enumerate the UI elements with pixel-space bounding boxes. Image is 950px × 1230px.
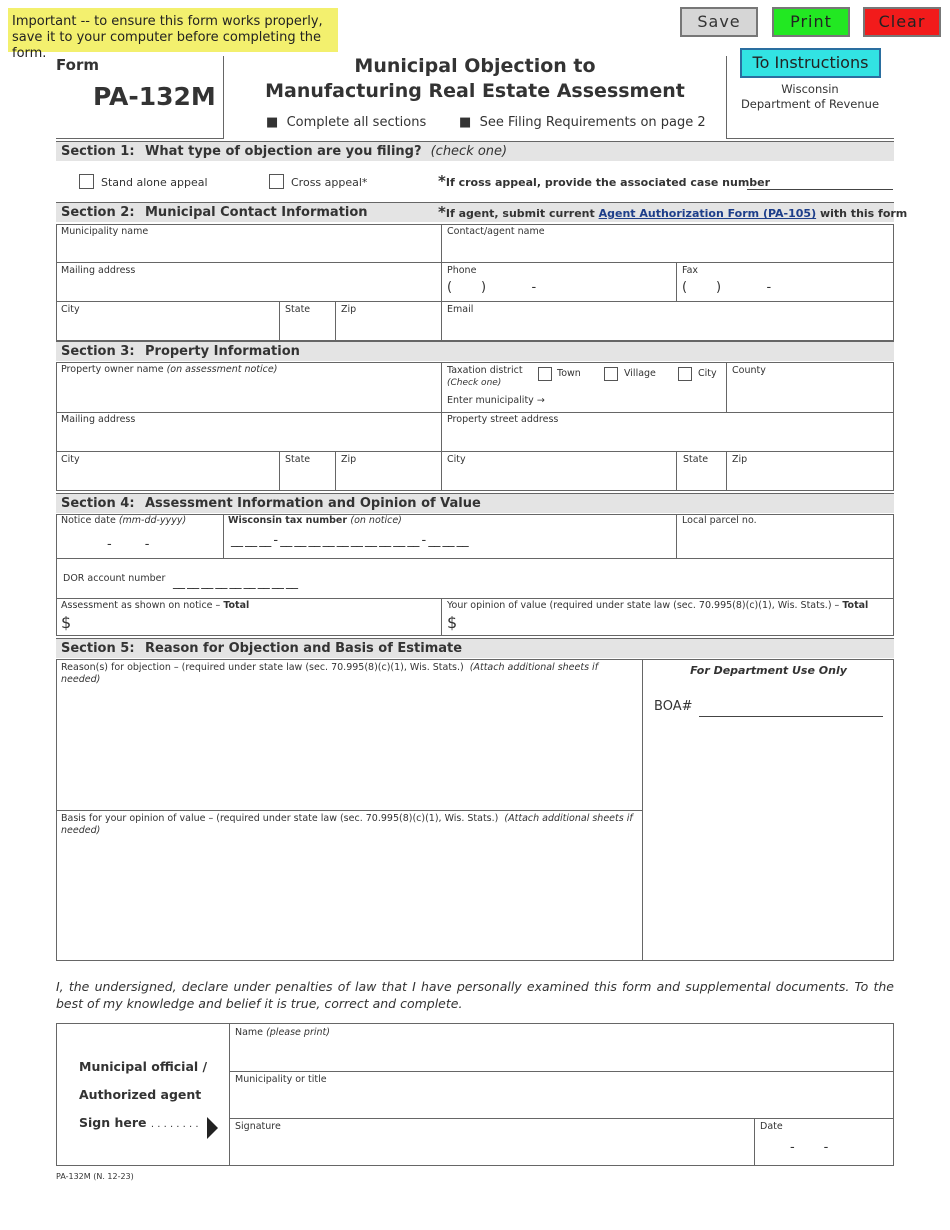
bullet-filing-text: See Filing Requirements on page 2 bbox=[479, 115, 706, 130]
bullet-complete-text: Complete all sections bbox=[286, 115, 427, 130]
county-divider bbox=[726, 362, 727, 412]
save-button[interactable]: Save bbox=[680, 7, 758, 37]
clear-button[interactable]: Clear bbox=[863, 7, 941, 37]
reasons-basis-divider bbox=[56, 810, 643, 811]
sign-here-text: Sign here bbox=[79, 1115, 147, 1130]
opinion-total-label bbox=[447, 600, 868, 612]
contact-name-field[interactable]: Contact/agent name bbox=[447, 226, 545, 237]
section-1-title: What type of objection are you filing? bbox=[145, 144, 422, 159]
owner-city-divider bbox=[279, 451, 280, 491]
section-1-note: (check one) bbox=[430, 144, 508, 159]
sign-here-label bbox=[79, 1115, 199, 1130]
phone-field[interactable]: Phone bbox=[447, 265, 477, 276]
header-divider-left bbox=[223, 56, 224, 138]
notice-date-format: (mm-dd-yyyy) bbox=[118, 515, 187, 526]
property-zip-field[interactable]: Zip bbox=[732, 454, 748, 465]
property-row-line-2 bbox=[56, 451, 894, 452]
signature-field[interactable]: Signature bbox=[235, 1121, 281, 1132]
notice-date-divider bbox=[223, 514, 224, 558]
owner-city-field[interactable]: City bbox=[61, 454, 80, 465]
boa-label: BOA# bbox=[654, 699, 693, 714]
opinion-total-field[interactable]: $ bbox=[447, 613, 458, 632]
bullet-filing: ■ See Filing Requirements on page 2 bbox=[459, 115, 706, 130]
reasons-field[interactable] bbox=[61, 662, 636, 686]
section-5-header bbox=[56, 638, 894, 658]
section-3-number: Section 3: bbox=[61, 344, 135, 359]
form-number: PA-132M bbox=[93, 82, 216, 111]
section-2-number: Section 2: bbox=[61, 205, 135, 220]
tax-number-label: Wisconsin tax number bbox=[228, 515, 348, 526]
agent-note: *If agent, submit current Agent Authorization Form (PA-105) with this form bbox=[438, 203, 908, 221]
section-5-title: Reason for Objection and Basis of Estimate bbox=[145, 641, 463, 656]
municipality-name-field[interactable]: Municipality name bbox=[61, 226, 149, 237]
header-underline-left bbox=[56, 138, 224, 139]
date-divider bbox=[754, 1118, 755, 1166]
town-checkbox[interactable] bbox=[538, 367, 552, 381]
owner-state-field[interactable]: State bbox=[285, 454, 311, 465]
owner-name-label: Property owner name bbox=[61, 364, 164, 375]
reasons-label: Reason(s) for objection – (required under state law (sec. 70.995(8)(c)(1), Wis. Stats.) bbox=[61, 662, 464, 673]
village-label: Village bbox=[624, 368, 656, 379]
form-label: Form bbox=[56, 56, 99, 74]
title-line-2: Manufacturing Real Estate Assessment bbox=[265, 80, 685, 102]
assessment-pre: Assessment as shown on notice – bbox=[61, 600, 221, 611]
parcel-number-field[interactable]: Local parcel no. bbox=[682, 515, 757, 526]
owner-zip-field[interactable]: Zip bbox=[341, 454, 357, 465]
enter-municipality-field[interactable]: Enter municipality → bbox=[447, 395, 545, 406]
dor-account-label: DOR account number bbox=[63, 573, 166, 584]
date-field[interactable]: Date bbox=[760, 1121, 783, 1132]
contact-row-line-2 bbox=[56, 301, 894, 302]
cross-appeal-note-text: If cross appeal, provide the associated case number bbox=[445, 176, 771, 189]
case-number-field[interactable] bbox=[747, 189, 893, 190]
property-row-line-1 bbox=[56, 412, 894, 413]
email-field[interactable]: Email bbox=[447, 304, 474, 315]
contact-phone-divider bbox=[676, 262, 677, 301]
notice-date-label: Notice date bbox=[61, 515, 116, 526]
name-field[interactable] bbox=[235, 1027, 330, 1039]
agent-note-post: with this form bbox=[819, 207, 908, 220]
title-line-1: Municipal Objection to bbox=[354, 55, 596, 77]
stand-alone-checkbox[interactable] bbox=[79, 174, 94, 189]
boa-field bbox=[699, 716, 883, 717]
dor-account-field[interactable]: __ __ __ __ __ __ __ __ __ bbox=[173, 575, 298, 590]
opinion-bold: Total bbox=[842, 600, 869, 611]
owner-name-note: (on assessment notice) bbox=[166, 364, 278, 375]
agency-dept: Department of Revenue bbox=[740, 97, 880, 111]
assessment-row-line-2 bbox=[56, 598, 894, 599]
stand-alone-label: Stand alone appeal bbox=[101, 176, 208, 189]
section-3-title: Property Information bbox=[145, 344, 300, 359]
agency-state: Wisconsin bbox=[781, 82, 839, 96]
basis-field[interactable] bbox=[61, 813, 636, 837]
cross-appeal-note: *If cross appeal, provide the associated case number bbox=[438, 172, 771, 190]
print-button[interactable]: Print bbox=[772, 7, 850, 37]
opinion-pre: Your opinion of value (required under state law (sec. 70.995(8)(c)(1), Wis. Stats.) – bbox=[447, 600, 840, 611]
municipality-title-field[interactable]: Municipality or title bbox=[235, 1074, 327, 1085]
name-note: (please print) bbox=[266, 1027, 330, 1038]
town-label: Town bbox=[557, 368, 581, 379]
section-5-number: Section 5: bbox=[61, 641, 135, 656]
contact-state-field[interactable]: State bbox=[285, 304, 311, 315]
declaration-text: I, the undersigned, declare under penalties of law that I have personally examined this form and supplemental documents. To the best of my knowledge and belief it is true, correct and complete. bbox=[56, 979, 894, 1011]
assessment-row-line-1 bbox=[56, 558, 894, 559]
property-street-address-field[interactable]: Property street address bbox=[447, 414, 559, 425]
assessment-total-label bbox=[61, 600, 249, 612]
section-3-header bbox=[56, 341, 894, 361]
save-notice: Important -- to ensure this form works properly, save it to your computer before completing the form. bbox=[8, 8, 338, 52]
section-4-header bbox=[56, 493, 894, 513]
fax-field[interactable]: Fax bbox=[682, 265, 699, 276]
header-underline-right bbox=[726, 138, 894, 139]
property-city-field[interactable]: City bbox=[447, 454, 466, 465]
tax-number-divider bbox=[676, 514, 677, 558]
owner-state-divider bbox=[335, 451, 336, 491]
basis-label: Basis for your opinion of value – (required under state law (sec. 70.995(8)(c)(1), Wis. Stats.) bbox=[61, 813, 499, 824]
bullet-complete: ■ Complete all sections bbox=[266, 115, 427, 130]
tax-number-field[interactable] bbox=[228, 515, 402, 527]
agent-label: Authorized agent bbox=[79, 1087, 202, 1102]
assessment-bold: Total bbox=[223, 600, 250, 611]
contact-state-divider bbox=[335, 301, 336, 341]
contact-city-field[interactable]: City bbox=[61, 304, 80, 315]
notice-date-field[interactable] bbox=[61, 515, 186, 527]
cross-appeal-checkbox[interactable] bbox=[269, 174, 284, 189]
taxation-district-label: Taxation district bbox=[447, 365, 523, 376]
section-2-title: Municipal Contact Information bbox=[145, 205, 368, 220]
contact-grid-divider bbox=[441, 224, 442, 341]
signature-row-line-2 bbox=[229, 1118, 894, 1119]
section-1-number: Section 1: bbox=[61, 144, 135, 159]
city-checkbox[interactable] bbox=[678, 367, 692, 381]
property-state-field[interactable]: State bbox=[683, 454, 709, 465]
header-divider-right bbox=[726, 56, 727, 138]
arrow-right-icon bbox=[207, 1117, 218, 1139]
county-field[interactable]: County bbox=[732, 365, 766, 376]
fax-format: ( ) - bbox=[682, 280, 772, 295]
page-title bbox=[230, 54, 720, 104]
contact-zip-field[interactable]: Zip bbox=[341, 304, 357, 315]
tax-number-note: (on notice) bbox=[350, 515, 402, 526]
department-use-label: For Department Use Only bbox=[690, 664, 847, 677]
property-state-divider bbox=[726, 451, 727, 491]
owner-name-field[interactable] bbox=[61, 364, 277, 376]
contact-city-divider bbox=[279, 301, 280, 341]
tax-number-blanks: __ __ __ - __ __ __ __ __ __ __ __ __ __ - __ __ __ bbox=[231, 533, 468, 548]
cross-appeal-label: Cross appeal* bbox=[291, 176, 368, 189]
mailing-address-field[interactable]: Mailing address bbox=[61, 265, 136, 276]
date-dashes: - - bbox=[790, 1140, 829, 1155]
signature-row-line-1 bbox=[229, 1071, 894, 1072]
name-label: Name bbox=[235, 1027, 264, 1038]
basis-note: (Attach additional sheets if needed) bbox=[61, 813, 633, 836]
city-label: City bbox=[698, 368, 717, 379]
assessment-total-field[interactable]: $ bbox=[61, 613, 72, 632]
section-1-header bbox=[56, 141, 894, 161]
contact-row-line-1 bbox=[56, 262, 894, 263]
notice-date-dashes: - - bbox=[107, 537, 150, 552]
agency bbox=[730, 82, 890, 112]
check-one-label: (Check one) bbox=[447, 378, 502, 388]
official-label: Municipal official / bbox=[79, 1059, 208, 1074]
to-instructions-button[interactable]: To Instructions bbox=[740, 48, 881, 78]
signature-label-divider bbox=[229, 1023, 230, 1166]
reasons-note: (Attach additional sheets if needed) bbox=[61, 662, 599, 685]
section-4-number: Section 4: bbox=[61, 496, 135, 511]
property-city-divider bbox=[676, 451, 677, 491]
agent-note-pre: If agent, submit current bbox=[445, 207, 595, 220]
section-4-title: Assessment Information and Opinion of Value bbox=[145, 496, 481, 511]
form-footer: PA-132M (N. 12-23) bbox=[56, 1172, 134, 1181]
value-divider bbox=[441, 598, 442, 636]
agent-authorization-link[interactable]: Agent Authorization Form (PA-105) bbox=[598, 207, 817, 220]
village-checkbox[interactable] bbox=[604, 367, 618, 381]
sign-here-dots: . . . . . . . . bbox=[150, 1119, 199, 1130]
owner-mailing-address-field[interactable]: Mailing address bbox=[61, 414, 136, 425]
property-grid-divider bbox=[441, 362, 442, 491]
phone-format: ( ) - bbox=[447, 280, 537, 295]
